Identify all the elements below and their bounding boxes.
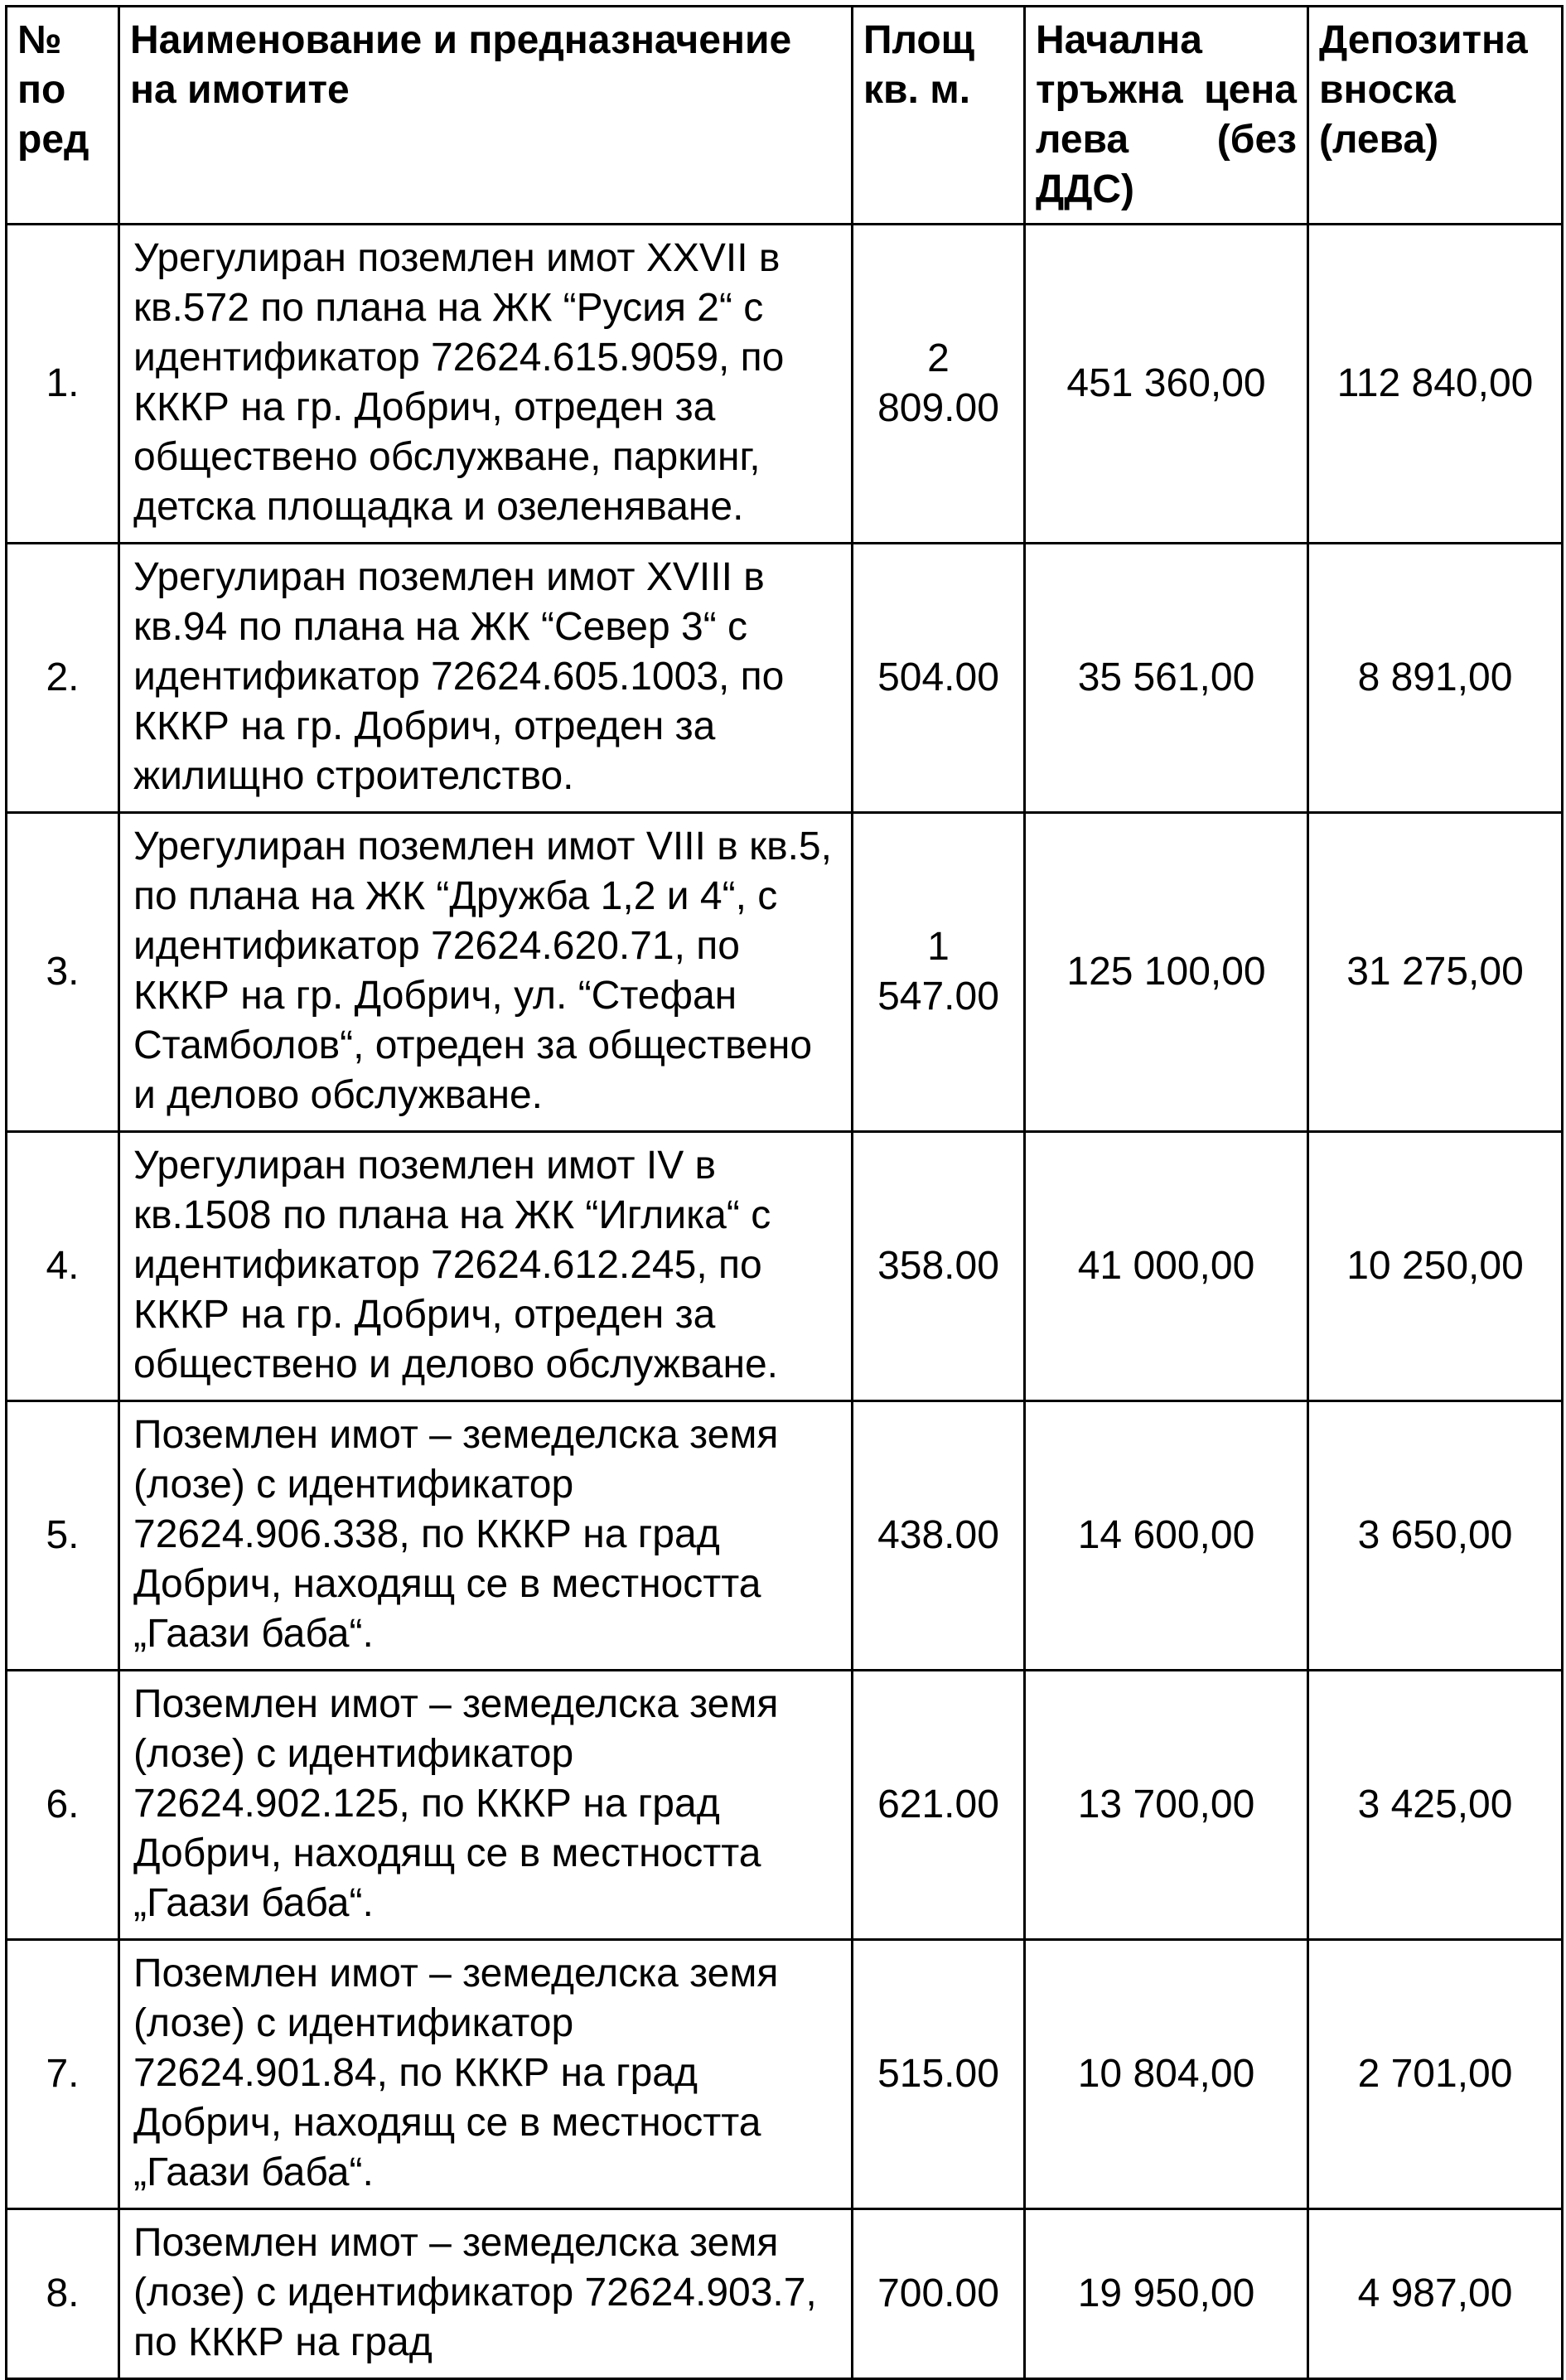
description-cell: Поземлен имот – земеделска земя (лозе) с идентификатор 72624.903.7, по КККР на град <box>119 2209 853 2379</box>
price-cell: 451 360,00 <box>1025 225 1308 544</box>
area-cell: 504.00 <box>853 544 1025 813</box>
price-cell: 19 950,00 <box>1025 2209 1308 2379</box>
deposit-cell: 112 840,00 <box>1308 225 1563 544</box>
deposit-cell: 8 891,00 <box>1308 544 1563 813</box>
header-area: Площ кв. м. <box>853 7 1025 225</box>
row-number-cell: 7. <box>7 1940 119 2209</box>
table-row <box>7 225 1563 544</box>
price-cell: 10 804,00 <box>1025 1940 1308 2209</box>
row-number-cell: 1. <box>7 225 119 544</box>
price-cell: 14 600,00 <box>1025 1401 1308 1671</box>
row-number-cell: 8. <box>7 2209 119 2379</box>
description-cell: Урегулиран поземлен имот XXVII в кв.572 по плана на ЖК “Русия 2“ с идентификатор 72624.615.9059, по КККР на гр. Добрич, отреден за обществено обслужване, паркинг, детска площадка и озеленяване. <box>119 225 853 544</box>
row-number-cell: 6. <box>7 1671 119 1940</box>
deposit-cell: 10 250,00 <box>1308 1132 1563 1401</box>
table-row <box>7 813 1563 1132</box>
area-cell: 1 547.00 <box>853 813 1025 1132</box>
deposit-cell: 31 275,00 <box>1308 813 1563 1132</box>
deposit-cell: 3 425,00 <box>1308 1671 1563 1940</box>
description-cell: Урегулиран поземлен имот XVIII в кв.94 по плана на ЖК “Север 3“ с идентификатор 72624.605.1003, по КККР на гр. Добрич, отреден за жилищно строителство. <box>119 544 853 813</box>
row-number-cell: 2. <box>7 544 119 813</box>
description-cell: Урегулиран поземлен имот VIII в кв.5, по плана на ЖК “Дружба 1,2 и 4“, с идентификатор 72624.620.71, по КККР на гр. Добрич, ул. “Стефан Стамболов“, отреден за обществено и делово обслужване. <box>119 813 853 1132</box>
document-page <box>0 5 1566 2364</box>
area-cell: 358.00 <box>853 1132 1025 1401</box>
table-body <box>7 225 1563 2379</box>
table-row <box>7 1940 1563 2209</box>
area-cell: 700.00 <box>853 2209 1025 2379</box>
header-deposit: Депозитна вноска (лева) <box>1308 7 1563 225</box>
price-cell: 125 100,00 <box>1025 813 1308 1132</box>
table-row <box>7 1132 1563 1401</box>
description-cell: Урегулиран поземлен имот IV в кв.1508 по плана на ЖК “Иглика“ с идентификатор 72624.612.245, по КККР на гр. Добрич, отреден за обществено и делово обслужване. <box>119 1132 853 1401</box>
description-cell: Поземлен имот – земеделска земя (лозе) с идентификатор 72624.902.125, по КККР на град Добрич, находящ се в местността „Гаази баба“. <box>119 1671 853 1940</box>
deposit-cell: 2 701,00 <box>1308 1940 1563 2209</box>
deposit-cell: 3 650,00 <box>1308 1401 1563 1671</box>
properties-table <box>5 5 1564 2380</box>
row-number-cell: 3. <box>7 813 119 1132</box>
row-number-cell: 5. <box>7 1401 119 1671</box>
area-cell: 515.00 <box>853 1940 1025 2209</box>
header-row-number: № по ред <box>7 7 119 225</box>
table-row <box>7 1401 1563 1671</box>
table-header <box>7 7 1563 225</box>
description-cell: Поземлен имот – земеделска земя (лозе) с идентификатор 72624.901.84, по КККР на град Добрич, находящ се в местността „Гаази баба“. <box>119 1940 853 2209</box>
area-cell: 621.00 <box>853 1671 1025 1940</box>
price-cell: 35 561,00 <box>1025 544 1308 813</box>
area-cell: 2 809.00 <box>853 225 1025 544</box>
area-cell: 438.00 <box>853 1401 1025 1671</box>
header-row <box>7 7 1563 225</box>
table-row <box>7 544 1563 813</box>
deposit-cell: 4 987,00 <box>1308 2209 1563 2379</box>
table-row <box>7 1671 1563 1940</box>
header-starting-price: Начална тръжна цена лева (без ДДС) <box>1025 7 1308 225</box>
price-cell: 41 000,00 <box>1025 1132 1308 1401</box>
description-cell: Поземлен имот – земеделска земя (лозе) с идентификатор 72624.906.338, по КККР на град Добрич, находящ се в местността „Гаази баба“. <box>119 1401 853 1671</box>
row-number-cell: 4. <box>7 1132 119 1401</box>
header-description: Наименование и предназначение на имотите <box>119 7 853 225</box>
table-row <box>7 2209 1563 2379</box>
price-cell: 13 700,00 <box>1025 1671 1308 1940</box>
